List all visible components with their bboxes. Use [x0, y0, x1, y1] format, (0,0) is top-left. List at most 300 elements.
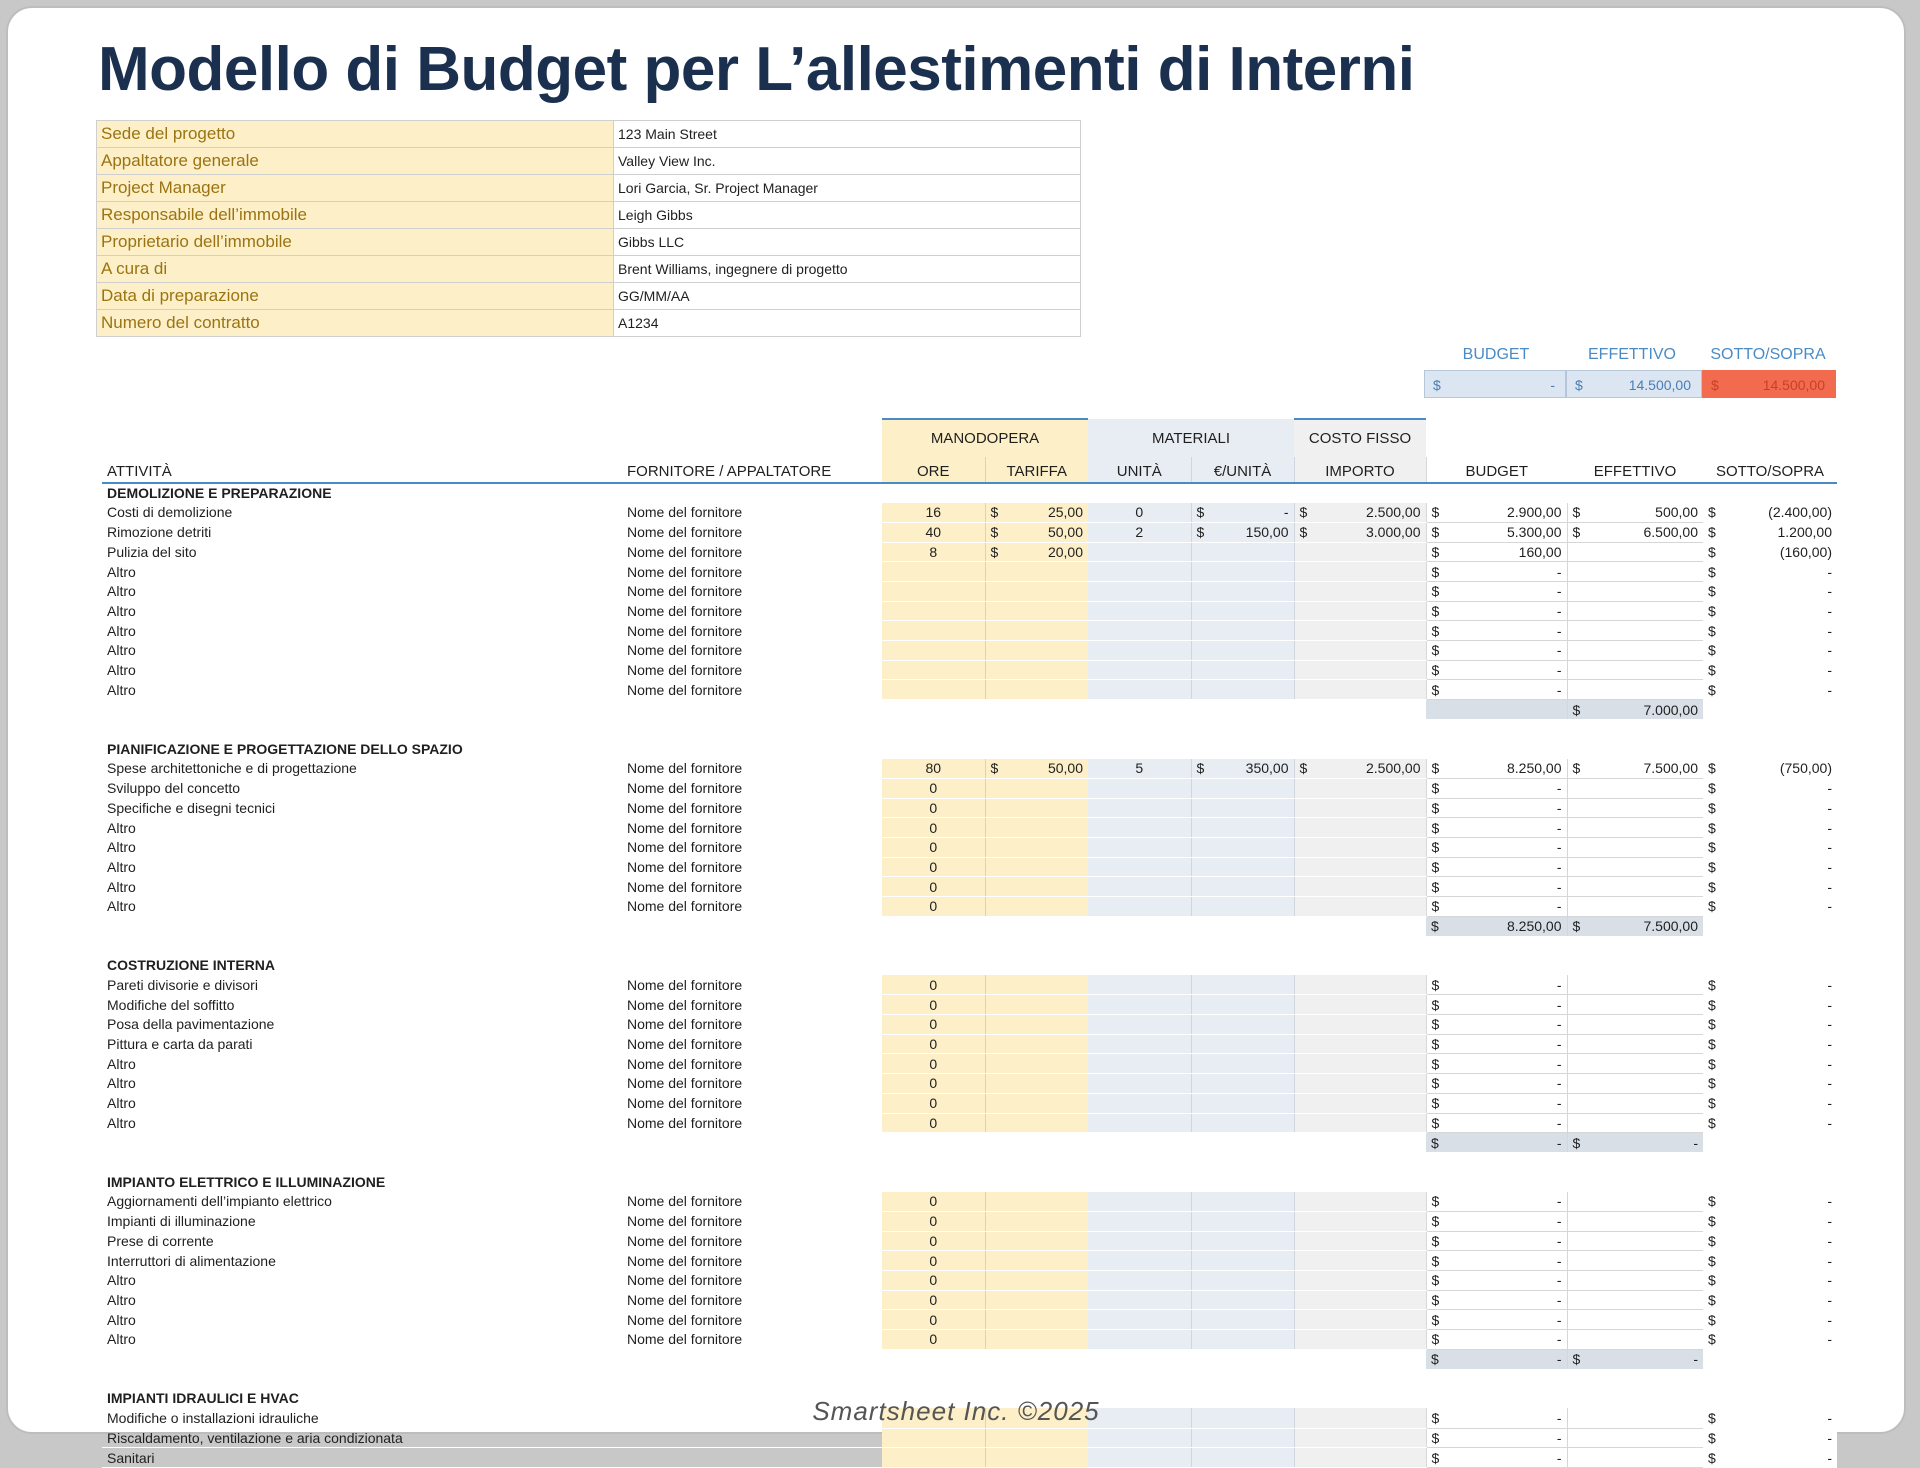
- effettivo-cell[interactable]: [1567, 837, 1703, 857]
- tariffa-cell[interactable]: [985, 680, 1088, 700]
- unita-cell[interactable]: [1088, 877, 1191, 897]
- unita-cell[interactable]: [1088, 1192, 1191, 1212]
- ore-cell[interactable]: 0: [882, 1271, 985, 1291]
- sotto-cell[interactable]: [1703, 1211, 1837, 1231]
- sotto-cell[interactable]: [1703, 641, 1837, 661]
- unita-cell[interactable]: 0: [1088, 503, 1191, 523]
- eur-unita-cell[interactable]: [1191, 1113, 1294, 1133]
- sotto-cell[interactable]: [1703, 975, 1837, 995]
- tariffa-cell[interactable]: [985, 1015, 1088, 1035]
- ore-cell[interactable]: 0: [882, 1231, 985, 1251]
- budget-cell[interactable]: [1426, 660, 1567, 680]
- eur-unita-cell[interactable]: [1191, 1074, 1294, 1094]
- activity-cell[interactable]: Altro: [102, 818, 622, 838]
- tariffa-cell[interactable]: [985, 1428, 1088, 1448]
- unita-cell[interactable]: [1088, 581, 1191, 601]
- activity-cell[interactable]: Modifiche del soffitto: [102, 995, 622, 1015]
- budget-cell[interactable]: [1426, 621, 1567, 641]
- importo-cell[interactable]: [1294, 1231, 1426, 1251]
- eur-unita-cell[interactable]: [1191, 660, 1294, 680]
- importo-cell[interactable]: [1294, 1015, 1426, 1035]
- ore-cell[interactable]: 0: [882, 1054, 985, 1074]
- sotto-cell[interactable]: [1703, 601, 1837, 621]
- supplier-cell[interactable]: Nome del fornitore: [622, 778, 882, 798]
- unita-cell[interactable]: [1088, 1231, 1191, 1251]
- unita-cell[interactable]: [1088, 1290, 1191, 1310]
- ore-cell[interactable]: 0: [882, 896, 985, 916]
- budget-cell[interactable]: [1426, 1310, 1567, 1330]
- ore-cell[interactable]: [882, 1448, 985, 1468]
- sotto-cell[interactable]: [1703, 877, 1837, 897]
- tariffa-cell[interactable]: [985, 896, 1088, 916]
- tariffa-cell[interactable]: [985, 1074, 1088, 1094]
- budget-cell[interactable]: [1426, 778, 1567, 798]
- tariffa-cell[interactable]: [985, 975, 1088, 995]
- effettivo-cell[interactable]: [1567, 778, 1703, 798]
- effettivo-cell[interactable]: [1567, 1251, 1703, 1271]
- effettivo-cell[interactable]: [1567, 1192, 1703, 1212]
- unita-cell[interactable]: [1088, 1330, 1191, 1350]
- supplier-cell[interactable]: Nome del fornitore: [622, 759, 882, 779]
- budget-cell[interactable]: [1426, 522, 1567, 542]
- budget-cell[interactable]: [1426, 581, 1567, 601]
- supplier-cell[interactable]: Nome del fornitore: [622, 1093, 882, 1113]
- supplier-cell[interactable]: [622, 1428, 882, 1448]
- ore-cell[interactable]: [882, 562, 985, 582]
- budget-cell[interactable]: [1426, 503, 1567, 523]
- sotto-cell[interactable]: [1703, 1448, 1837, 1468]
- total-budget-cell[interactable]: [1426, 1133, 1567, 1153]
- budget-cell[interactable]: [1426, 1093, 1567, 1113]
- importo-cell[interactable]: [1294, 1271, 1426, 1291]
- ore-cell[interactable]: 0: [882, 1251, 985, 1271]
- unita-cell[interactable]: [1088, 1310, 1191, 1330]
- importo-cell[interactable]: [1294, 995, 1426, 1015]
- importo-cell[interactable]: [1294, 1074, 1426, 1094]
- ore-cell[interactable]: [882, 641, 985, 661]
- importo-cell[interactable]: [1294, 1093, 1426, 1113]
- eur-unita-cell[interactable]: [1191, 877, 1294, 897]
- activity-cell[interactable]: Altro: [102, 660, 622, 680]
- tariffa-cell[interactable]: [985, 1448, 1088, 1468]
- tariffa-cell[interactable]: [985, 621, 1088, 641]
- supplier-cell[interactable]: Nome del fornitore: [622, 641, 882, 661]
- ore-cell[interactable]: 0: [882, 1074, 985, 1094]
- tariffa-cell[interactable]: [985, 601, 1088, 621]
- supplier-cell[interactable]: Nome del fornitore: [622, 660, 882, 680]
- budget-cell[interactable]: [1426, 1113, 1567, 1133]
- supplier-cell[interactable]: [622, 1448, 882, 1468]
- importo-cell[interactable]: [1294, 562, 1426, 582]
- importo-cell[interactable]: [1294, 1034, 1426, 1054]
- ore-cell[interactable]: 0: [882, 1015, 985, 1035]
- supplier-cell[interactable]: Nome del fornitore: [622, 877, 882, 897]
- importo-cell[interactable]: [1294, 1113, 1426, 1133]
- budget-cell[interactable]: [1426, 798, 1567, 818]
- ore-cell[interactable]: 0: [882, 837, 985, 857]
- effettivo-cell[interactable]: [1567, 680, 1703, 700]
- effettivo-cell[interactable]: [1567, 601, 1703, 621]
- supplier-cell[interactable]: Nome del fornitore: [622, 818, 882, 838]
- ore-cell[interactable]: [882, 621, 985, 641]
- activity-cell[interactable]: Modifiche o installazioni idrauliche: [102, 1408, 622, 1428]
- importo-cell[interactable]: [1294, 1290, 1426, 1310]
- budget-cell[interactable]: [1426, 1231, 1567, 1251]
- unita-cell[interactable]: [1088, 1211, 1191, 1231]
- ore-cell[interactable]: 0: [882, 1290, 985, 1310]
- budget-cell[interactable]: [1426, 818, 1567, 838]
- supplier-cell[interactable]: Nome del fornitore: [622, 621, 882, 641]
- total-effettivo-cell[interactable]: [1567, 1349, 1703, 1369]
- sotto-cell[interactable]: [1703, 857, 1837, 877]
- total-effettivo-cell[interactable]: [1567, 916, 1703, 936]
- sotto-cell[interactable]: [1703, 1271, 1837, 1291]
- sotto-cell[interactable]: [1703, 1428, 1837, 1448]
- activity-cell[interactable]: Sviluppo del concetto: [102, 778, 622, 798]
- budget-cell[interactable]: [1426, 995, 1567, 1015]
- activity-cell[interactable]: Altro: [102, 1093, 622, 1113]
- eur-unita-cell[interactable]: [1191, 798, 1294, 818]
- sotto-cell[interactable]: [1703, 1015, 1837, 1035]
- budget-cell[interactable]: [1426, 542, 1567, 562]
- activity-cell[interactable]: Rimozione detriti: [102, 522, 622, 542]
- sotto-cell[interactable]: [1703, 1290, 1837, 1310]
- ore-cell[interactable]: 0: [882, 818, 985, 838]
- eur-unita-cell[interactable]: [1191, 641, 1294, 661]
- activity-cell[interactable]: Altro: [102, 601, 622, 621]
- sotto-cell[interactable]: [1703, 798, 1837, 818]
- unita-cell[interactable]: [1088, 857, 1191, 877]
- ore-cell[interactable]: 0: [882, 798, 985, 818]
- eur-unita-cell[interactable]: [1191, 1310, 1294, 1330]
- importo-cell[interactable]: [1294, 798, 1426, 818]
- effettivo-cell[interactable]: [1567, 1330, 1703, 1350]
- unita-cell[interactable]: [1088, 1093, 1191, 1113]
- eur-unita-cell[interactable]: [1191, 581, 1294, 601]
- activity-cell[interactable]: Interruttori di alimentazione: [102, 1251, 622, 1271]
- importo-cell[interactable]: [1294, 522, 1426, 542]
- effettivo-cell[interactable]: [1567, 995, 1703, 1015]
- importo-cell[interactable]: [1294, 660, 1426, 680]
- activity-cell[interactable]: Altro: [102, 857, 622, 877]
- sotto-cell[interactable]: [1703, 837, 1837, 857]
- tariffa-cell[interactable]: [985, 995, 1088, 1015]
- activity-cell[interactable]: Altro: [102, 877, 622, 897]
- supplier-cell[interactable]: Nome del fornitore: [622, 680, 882, 700]
- activity-cell[interactable]: Altro: [102, 837, 622, 857]
- activity-cell[interactable]: Prese di corrente: [102, 1231, 622, 1251]
- unita-cell[interactable]: [1088, 1271, 1191, 1291]
- effettivo-cell[interactable]: [1567, 503, 1703, 523]
- unita-cell[interactable]: [1088, 1428, 1191, 1448]
- unita-cell[interactable]: [1088, 778, 1191, 798]
- effettivo-cell[interactable]: [1567, 1113, 1703, 1133]
- sotto-cell[interactable]: [1703, 621, 1837, 641]
- info-value[interactable]: A1234: [614, 310, 1081, 337]
- unita-cell[interactable]: [1088, 818, 1191, 838]
- importo-cell[interactable]: [1294, 1310, 1426, 1330]
- supplier-cell[interactable]: Nome del fornitore: [622, 896, 882, 916]
- summary-sotto-cell[interactable]: [1702, 370, 1836, 398]
- effettivo-cell[interactable]: [1567, 896, 1703, 916]
- unita-cell[interactable]: [1088, 621, 1191, 641]
- effettivo-cell[interactable]: [1567, 1310, 1703, 1330]
- tariffa-cell[interactable]: [985, 759, 1088, 779]
- importo-cell[interactable]: [1294, 857, 1426, 877]
- eur-unita-cell[interactable]: [1191, 1448, 1294, 1468]
- eur-unita-cell[interactable]: [1191, 1192, 1294, 1212]
- eur-unita-cell[interactable]: [1191, 1231, 1294, 1251]
- importo-cell[interactable]: [1294, 581, 1426, 601]
- tariffa-cell[interactable]: [985, 1192, 1088, 1212]
- tariffa-cell[interactable]: [985, 1211, 1088, 1231]
- supplier-cell[interactable]: Nome del fornitore: [622, 581, 882, 601]
- unita-cell[interactable]: [1088, 1015, 1191, 1035]
- ore-cell[interactable]: 8: [882, 542, 985, 562]
- unita-cell[interactable]: [1088, 1034, 1191, 1054]
- importo-cell[interactable]: [1294, 680, 1426, 700]
- importo-cell[interactable]: [1294, 503, 1426, 523]
- tariffa-cell[interactable]: [985, 1093, 1088, 1113]
- tariffa-cell[interactable]: [985, 857, 1088, 877]
- eur-unita-cell[interactable]: [1191, 680, 1294, 700]
- supplier-cell[interactable]: Nome del fornitore: [622, 1211, 882, 1231]
- info-value[interactable]: Leigh Gibbs: [614, 202, 1081, 229]
- activity-cell[interactable]: Altro: [102, 581, 622, 601]
- budget-cell[interactable]: [1426, 1448, 1567, 1468]
- budget-cell[interactable]: [1426, 1074, 1567, 1094]
- sotto-cell[interactable]: [1703, 1054, 1837, 1074]
- unita-cell[interactable]: [1088, 1054, 1191, 1074]
- budget-cell[interactable]: [1426, 1015, 1567, 1035]
- importo-cell[interactable]: [1294, 778, 1426, 798]
- unita-cell[interactable]: [1088, 798, 1191, 818]
- eur-unita-cell[interactable]: [1191, 1290, 1294, 1310]
- sotto-cell[interactable]: [1703, 562, 1837, 582]
- eur-unita-cell[interactable]: [1191, 896, 1294, 916]
- eur-unita-cell[interactable]: [1191, 621, 1294, 641]
- effettivo-cell[interactable]: [1567, 1015, 1703, 1035]
- importo-cell[interactable]: [1294, 601, 1426, 621]
- effettivo-cell[interactable]: [1567, 818, 1703, 838]
- info-value[interactable]: Valley View Inc.: [614, 148, 1081, 175]
- sotto-cell[interactable]: [1703, 1074, 1837, 1094]
- tariffa-cell[interactable]: [985, 877, 1088, 897]
- sotto-cell[interactable]: [1703, 581, 1837, 601]
- supplier-cell[interactable]: Nome del fornitore: [622, 1074, 882, 1094]
- budget-cell[interactable]: [1426, 641, 1567, 661]
- activity-cell[interactable]: Pulizia del sito: [102, 542, 622, 562]
- effettivo-cell[interactable]: [1567, 1271, 1703, 1291]
- supplier-cell[interactable]: Nome del fornitore: [622, 562, 882, 582]
- unita-cell[interactable]: [1088, 680, 1191, 700]
- effettivo-cell[interactable]: [1567, 1054, 1703, 1074]
- ore-cell[interactable]: 0: [882, 857, 985, 877]
- ore-cell[interactable]: 0: [882, 1310, 985, 1330]
- importo-cell[interactable]: [1294, 641, 1426, 661]
- budget-cell[interactable]: [1426, 680, 1567, 700]
- sotto-cell[interactable]: [1703, 1310, 1837, 1330]
- activity-cell[interactable]: Altro: [102, 1113, 622, 1133]
- supplier-cell[interactable]: Nome del fornitore: [622, 1271, 882, 1291]
- importo-cell[interactable]: [1294, 1054, 1426, 1074]
- importo-cell[interactable]: [1294, 1428, 1426, 1448]
- budget-cell[interactable]: [1426, 1251, 1567, 1271]
- eur-unita-cell[interactable]: [1191, 1054, 1294, 1074]
- supplier-cell[interactable]: Nome del fornitore: [622, 1192, 882, 1212]
- activity-cell[interactable]: Pareti divisorie e divisori: [102, 975, 622, 995]
- ore-cell[interactable]: 0: [882, 1211, 985, 1231]
- unita-cell[interactable]: [1088, 896, 1191, 916]
- ore-cell[interactable]: 0: [882, 877, 985, 897]
- eur-unita-cell[interactable]: [1191, 837, 1294, 857]
- sotto-cell[interactable]: [1703, 1330, 1837, 1350]
- tariffa-cell[interactable]: [985, 798, 1088, 818]
- tariffa-cell[interactable]: [985, 1054, 1088, 1074]
- supplier-cell[interactable]: Nome del fornitore: [622, 837, 882, 857]
- eur-unita-cell[interactable]: [1191, 1034, 1294, 1054]
- sotto-cell[interactable]: [1703, 1113, 1837, 1133]
- importo-cell[interactable]: [1294, 837, 1426, 857]
- eur-unita-cell[interactable]: [1191, 503, 1294, 523]
- budget-cell[interactable]: [1426, 837, 1567, 857]
- budget-cell[interactable]: [1426, 1211, 1567, 1231]
- budget-cell[interactable]: [1426, 857, 1567, 877]
- effettivo-cell[interactable]: [1567, 1290, 1703, 1310]
- importo-cell[interactable]: [1294, 1211, 1426, 1231]
- budget-cell[interactable]: [1426, 877, 1567, 897]
- tariffa-cell[interactable]: [985, 522, 1088, 542]
- ore-cell[interactable]: 0: [882, 995, 985, 1015]
- supplier-cell[interactable]: Nome del fornitore: [622, 857, 882, 877]
- effettivo-cell[interactable]: [1567, 1231, 1703, 1251]
- supplier-cell[interactable]: Nome del fornitore: [622, 975, 882, 995]
- supplier-cell[interactable]: Nome del fornitore: [622, 1310, 882, 1330]
- budget-cell[interactable]: [1426, 1034, 1567, 1054]
- total-effettivo-cell[interactable]: [1567, 1133, 1703, 1153]
- total-effettivo-cell[interactable]: [1567, 700, 1703, 720]
- effettivo-cell[interactable]: [1567, 857, 1703, 877]
- tariffa-cell[interactable]: [985, 1290, 1088, 1310]
- sotto-cell[interactable]: [1703, 896, 1837, 916]
- ore-cell[interactable]: [882, 601, 985, 621]
- budget-cell[interactable]: [1426, 1290, 1567, 1310]
- eur-unita-cell[interactable]: [1191, 1015, 1294, 1035]
- tariffa-cell[interactable]: [985, 641, 1088, 661]
- effettivo-cell[interactable]: [1567, 1448, 1703, 1468]
- tariffa-cell[interactable]: [985, 542, 1088, 562]
- supplier-cell[interactable]: Nome del fornitore: [622, 1015, 882, 1035]
- activity-cell[interactable]: Riscaldamento, ventilazione e aria condizionata: [102, 1428, 622, 1448]
- tariffa-cell[interactable]: [985, 1310, 1088, 1330]
- effettivo-cell[interactable]: [1567, 522, 1703, 542]
- eur-unita-cell[interactable]: [1191, 975, 1294, 995]
- activity-cell[interactable]: Altro: [102, 562, 622, 582]
- info-value[interactable]: Gibbs LLC: [614, 229, 1081, 256]
- unita-cell[interactable]: 2: [1088, 522, 1191, 542]
- activity-cell[interactable]: Altro: [102, 1054, 622, 1074]
- tariffa-cell[interactable]: [985, 778, 1088, 798]
- supplier-cell[interactable]: Nome del fornitore: [622, 1251, 882, 1271]
- activity-cell[interactable]: Altro: [102, 1330, 622, 1350]
- sotto-cell[interactable]: [1703, 680, 1837, 700]
- importo-cell[interactable]: [1294, 818, 1426, 838]
- total-budget-cell[interactable]: [1426, 916, 1567, 936]
- activity-cell[interactable]: Impianti di illuminazione: [102, 1211, 622, 1231]
- sotto-cell[interactable]: [1703, 1231, 1837, 1251]
- tariffa-cell[interactable]: [985, 1034, 1088, 1054]
- importo-cell[interactable]: [1294, 621, 1426, 641]
- unita-cell[interactable]: [1088, 1448, 1191, 1468]
- activity-cell[interactable]: Costi di demolizione: [102, 503, 622, 523]
- summary-effettivo-cell[interactable]: [1566, 370, 1702, 398]
- activity-cell[interactable]: Sanitari: [102, 1448, 622, 1468]
- ore-cell[interactable]: 0: [882, 1034, 985, 1054]
- activity-cell[interactable]: Altro: [102, 1290, 622, 1310]
- importo-cell[interactable]: [1294, 1251, 1426, 1271]
- ore-cell[interactable]: 0: [882, 975, 985, 995]
- supplier-cell[interactable]: Nome del fornitore: [622, 542, 882, 562]
- importo-cell[interactable]: [1294, 896, 1426, 916]
- budget-cell[interactable]: [1426, 1271, 1567, 1291]
- supplier-cell[interactable]: Nome del fornitore: [622, 798, 882, 818]
- ore-cell[interactable]: 16: [882, 503, 985, 523]
- eur-unita-cell[interactable]: [1191, 601, 1294, 621]
- eur-unita-cell[interactable]: [1191, 1093, 1294, 1113]
- budget-cell[interactable]: [1426, 1192, 1567, 1212]
- unita-cell[interactable]: [1088, 562, 1191, 582]
- importo-cell[interactable]: [1294, 1192, 1426, 1212]
- tariffa-cell[interactable]: [985, 818, 1088, 838]
- supplier-cell[interactable]: Nome del fornitore: [622, 1231, 882, 1251]
- sotto-cell[interactable]: [1703, 503, 1837, 523]
- unita-cell[interactable]: [1088, 975, 1191, 995]
- activity-cell[interactable]: Altro: [102, 896, 622, 916]
- importo-cell[interactable]: [1294, 759, 1426, 779]
- eur-unita-cell[interactable]: [1191, 1271, 1294, 1291]
- activity-cell[interactable]: Aggiornamenti dell’impianto elettrico: [102, 1192, 622, 1212]
- tariffa-cell[interactable]: [985, 1113, 1088, 1133]
- tariffa-cell[interactable]: [985, 581, 1088, 601]
- effettivo-cell[interactable]: [1567, 975, 1703, 995]
- ore-cell[interactable]: 0: [882, 1330, 985, 1350]
- supplier-cell[interactable]: Nome del fornitore: [622, 995, 882, 1015]
- sotto-cell[interactable]: [1703, 1093, 1837, 1113]
- tariffa-cell[interactable]: [985, 1251, 1088, 1271]
- unita-cell[interactable]: [1088, 995, 1191, 1015]
- activity-cell[interactable]: Altro: [102, 621, 622, 641]
- ore-cell[interactable]: [882, 1428, 985, 1448]
- sotto-cell[interactable]: [1703, 542, 1837, 562]
- eur-unita-cell[interactable]: [1191, 542, 1294, 562]
- sotto-cell[interactable]: [1703, 995, 1837, 1015]
- importo-cell[interactable]: [1294, 975, 1426, 995]
- activity-cell[interactable]: Specifiche e disegni tecnici: [102, 798, 622, 818]
- activity-cell[interactable]: Altro: [102, 1310, 622, 1330]
- unita-cell[interactable]: [1088, 837, 1191, 857]
- unita-cell[interactable]: [1088, 660, 1191, 680]
- tariffa-cell[interactable]: [985, 1231, 1088, 1251]
- budget-cell[interactable]: [1426, 601, 1567, 621]
- unita-cell[interactable]: [1088, 542, 1191, 562]
- activity-cell[interactable]: Posa della pavimentazione: [102, 1015, 622, 1035]
- ore-cell[interactable]: 0: [882, 778, 985, 798]
- effettivo-cell[interactable]: [1567, 1093, 1703, 1113]
- ore-cell[interactable]: 0: [882, 1192, 985, 1212]
- sotto-cell[interactable]: [1703, 1034, 1837, 1054]
- budget-cell[interactable]: [1426, 562, 1567, 582]
- effettivo-cell[interactable]: [1567, 1034, 1703, 1054]
